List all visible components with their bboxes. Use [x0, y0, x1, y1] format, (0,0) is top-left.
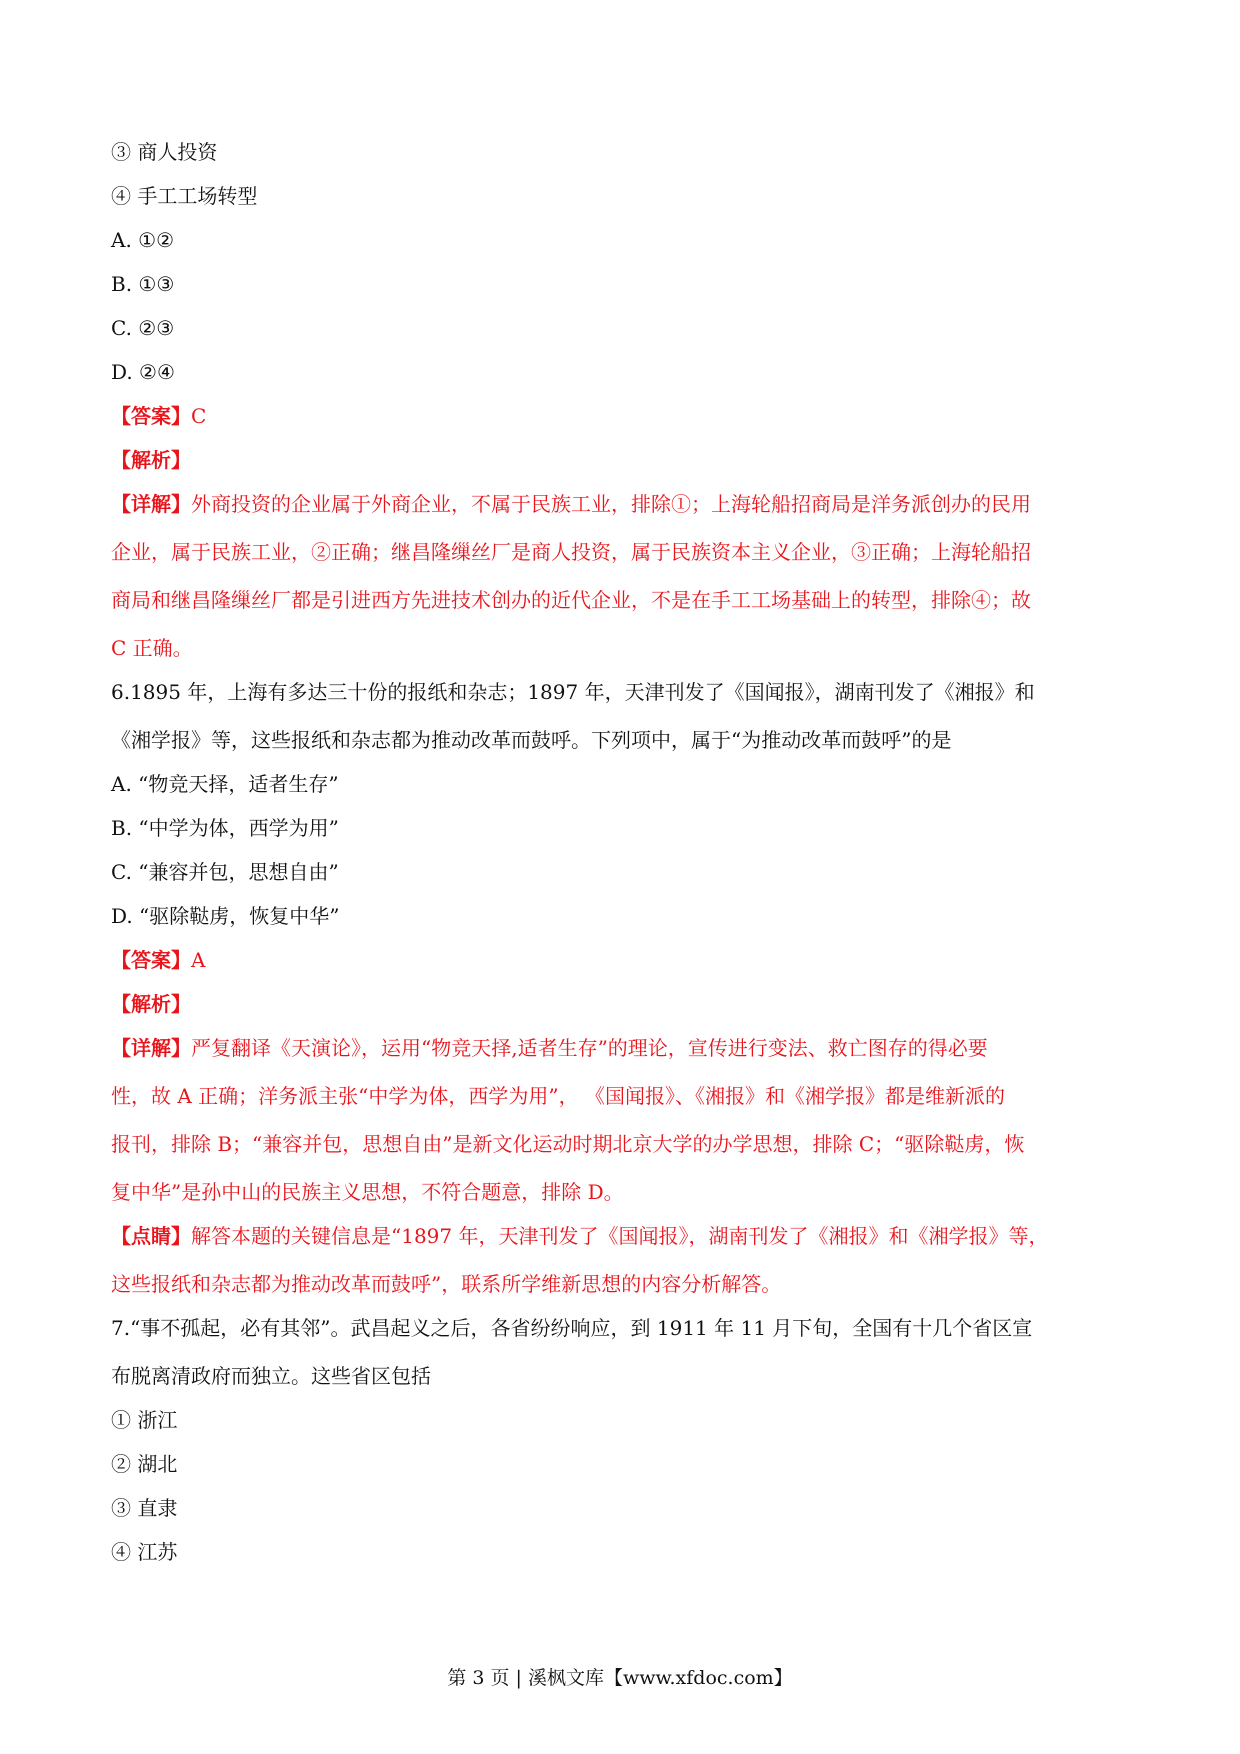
page-content	[111, 140, 1131, 1584]
q6-option-a: A. “物竞天择，适者生存”	[111, 772, 339, 796]
stem-line: 布脱离清政府而独立。这些省区包括	[111, 1364, 431, 1388]
answer-value: C	[191, 404, 207, 428]
q6-analysis-tag: 【解析】	[111, 992, 191, 1016]
stem-line: 6.1895 年，上海有多达三十份的报纸和杂志；1897 年，天津刊发了《国闻报》，湖南刊发了《湘报》和	[111, 680, 1035, 704]
q5-option-a: A. ①②	[111, 228, 175, 252]
q7-item-2: ② 湖北	[111, 1452, 178, 1476]
q6-stem	[111, 680, 1131, 752]
stem-line: 7.“事不孤起，必有其邻”。武昌起义之后，各省纷纷响应，到 1911 年 11 月下旬，全国有十几个省区宣	[111, 1316, 1033, 1340]
q6-tip	[111, 1224, 1131, 1296]
tip-line: 这些报纸和杂志都为推动改革而鼓呼”，联系所学维新思想的内容分析解答。	[111, 1272, 782, 1296]
q6-option-d: D. “驱除鞑虏，恢复中华”	[111, 904, 340, 928]
q5-option-d: D. ②④	[111, 360, 175, 384]
q5-answer	[111, 404, 1131, 428]
detail-line: 【详解】外商投资的企业属于外商企业，不属于民族工业，排除①；上海轮船招商局是洋务派创办的民用	[111, 492, 1031, 516]
q7-item-4: ④ 江苏	[111, 1540, 178, 1564]
answer-value: A	[191, 948, 206, 972]
q7-item-3: ③ 直隶	[111, 1496, 178, 1520]
q7-stem	[111, 1316, 1131, 1388]
stem-line: 《湘学报》等，这些报纸和杂志都为推动改革而鼓呼。下列项中，属于“为推动改革而鼓呼”的是	[111, 728, 952, 752]
q6-option-b: B. “中学为体，西学为用”	[111, 816, 339, 840]
detail-line: 【详解】严复翻译《天演论》，运用“物竞天择,适者生存”的理论，宣传进行变法、救亡图存的得必要	[111, 1036, 988, 1060]
page-footer: 第 3 页 | 溪枫文库【www.xfdoc.com】	[447, 1667, 793, 1689]
detail-line: 商局和继昌隆缫丝厂都是引进西方先进技术创办的近代企业，不是在手工工场基础上的转型，排除④；故	[111, 588, 1031, 612]
q5-option-b: B. ①③	[111, 272, 175, 296]
detail-line: 复中华”是孙中山的民族主义思想，不符合题意，排除 D。	[111, 1180, 624, 1204]
detail-line: 性，故 A 正确；洋务派主张“中学为体，西学为用”， 《国闻报》、《湘报》和《湘学报》都是维新派的	[111, 1084, 1005, 1108]
detail-line: 报刊，排除 B；“兼容并包，思想自由”是新文化运动时期北京大学的办学思想，排除 C；“驱除鞑虏，恢	[111, 1132, 1025, 1156]
q6-answer	[111, 948, 1131, 972]
detail-tag: 【详解】	[111, 1036, 191, 1060]
detail-line: C 正确。	[111, 636, 193, 660]
q7-item-1: ① 浙江	[111, 1408, 178, 1432]
detail-line: 企业，属于民族工业，②正确；继昌隆缫丝厂是商人投资，属于民族资本主义企业，③正确；上海轮船招	[111, 540, 1031, 564]
q6-option-c: C. “兼容并包，思想自由”	[111, 860, 339, 884]
tip-tag: 【点睛】	[111, 1224, 191, 1248]
answer-tag: 【答案】	[111, 948, 191, 972]
q5-option-c: C. ②③	[111, 316, 175, 340]
q5-item-3: ③ 商人投资	[111, 140, 218, 164]
q5-analysis-tag: 【解析】	[111, 448, 191, 472]
q6-detail	[111, 1036, 1131, 1204]
q5-item-4: ④ 手工工场转型	[111, 184, 258, 208]
detail-tag: 【详解】	[111, 492, 191, 516]
answer-tag: 【答案】	[111, 404, 191, 428]
q5-detail	[111, 492, 1131, 660]
tip-line: 【点睛】解答本题的关键信息是“1897 年，天津刊发了《国闻报》，湖南刊发了《湘报》和《湘学报》等，	[111, 1224, 1049, 1248]
